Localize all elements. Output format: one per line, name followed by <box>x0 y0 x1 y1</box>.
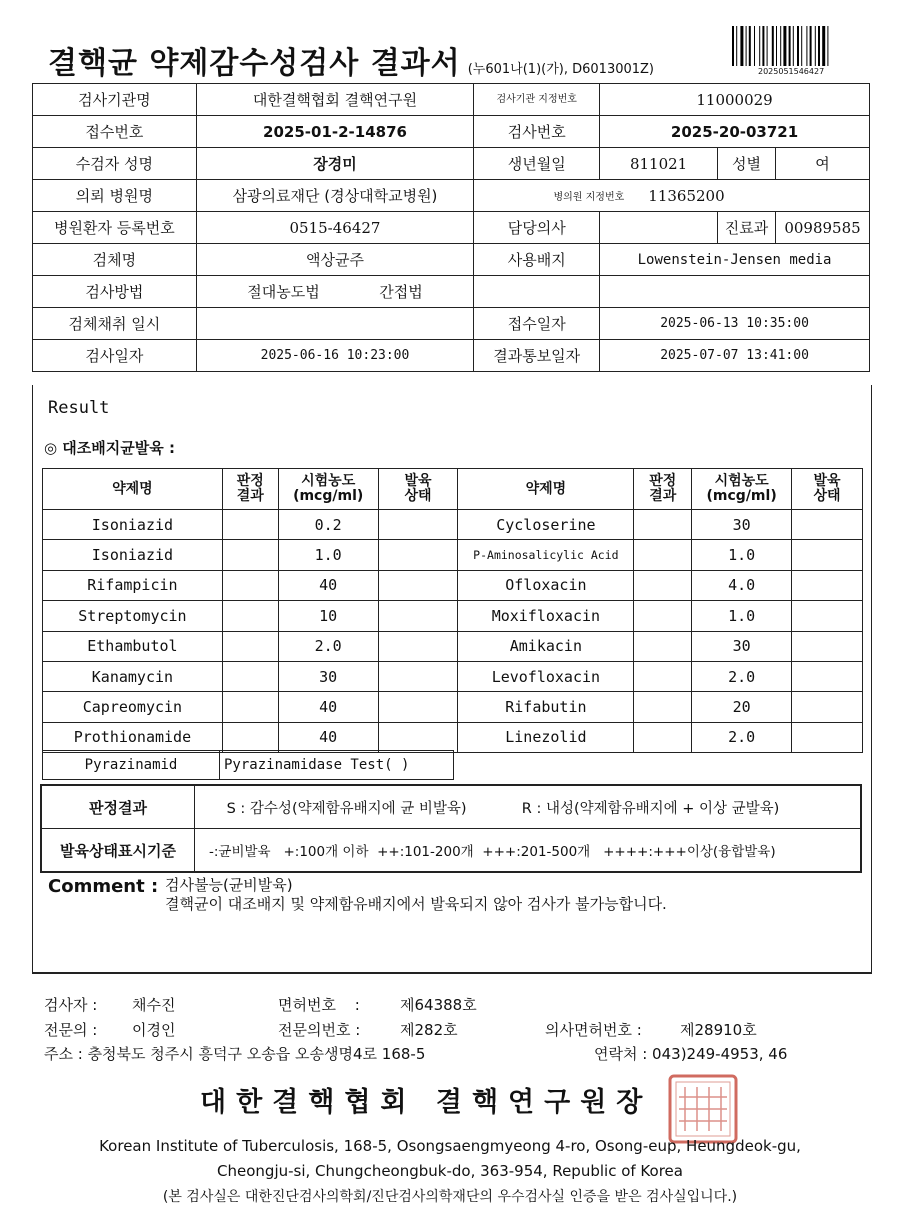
judge-result-right <box>634 631 692 661</box>
drug-name-left: Capreomycin <box>43 692 223 722</box>
comment-label: Comment : <box>48 876 159 897</box>
sex-label: 성별 <box>718 148 776 180</box>
address-english-line-2: Cheongju-si, Chungcheongbuk-do, 363-954, Republic of Korea <box>217 1162 683 1180</box>
comment-line-2: 결핵균이 대조배지 및 약제함유배지에서 발육되지 않아 검사가 불가능합니다. <box>165 895 667 913</box>
growth-criteria-label: 발육상태표시기준 <box>41 829 195 873</box>
license-number: 제64388호 <box>400 996 477 1014</box>
method-indirect: 간접법 <box>379 283 423 301</box>
growth-status-left <box>378 692 458 722</box>
growth-status-left <box>378 510 458 540</box>
judge-result-left <box>222 661 278 691</box>
contact: 연락처 : 043)249-4953, 46 <box>594 1045 788 1063</box>
specialist-no-label: 전문의번호 : <box>278 1021 361 1039</box>
concentration-left: 2.0 <box>278 631 378 661</box>
concentration-right: 2.0 <box>692 661 792 691</box>
table-row <box>43 510 863 540</box>
drug-name-left: Streptomycin <box>43 601 223 631</box>
specialist-label: 전문의 : <box>44 1021 98 1039</box>
judge-result-right <box>634 692 692 722</box>
lab-name-label: 검사기관명 <box>33 84 197 116</box>
concentration-left: 40 <box>278 570 378 600</box>
judge-result-left <box>222 601 278 631</box>
document-header <box>48 38 654 82</box>
specialist-name: 이경인 <box>132 1021 176 1039</box>
drug-name-right: Linezolid <box>458 722 634 752</box>
growth-status-right <box>792 631 863 661</box>
barcode-number: 2025051546427 <box>758 67 825 76</box>
specimen-value: 액상균주 <box>196 244 474 276</box>
table-row <box>43 692 863 722</box>
doctor-license-number: 제28910호 <box>680 1021 757 1039</box>
pyrazinamide-table <box>42 750 454 780</box>
barcode-icon <box>732 26 856 66</box>
drug-name-right: Amikacin <box>458 631 634 661</box>
judge-result-right <box>634 510 692 540</box>
test-no-label: 검사번호 <box>474 116 600 148</box>
received-label: 접수일자 <box>474 308 600 340</box>
drug-name-left: Isoniazid <box>43 510 223 540</box>
test-no-value: 2025-20-03721 <box>600 116 870 148</box>
dob-label: 생년월일 <box>474 148 600 180</box>
header-growth-right: 발육 상태 <box>792 469 863 510</box>
receipt-no-label: 접수번호 <box>33 116 197 148</box>
drug-name-left: Ethambutol <box>43 631 223 661</box>
address-english-line-1: Korean Institute of Tuberculosis, 168-5, Osongsaengmyeong 4-ro, Osong-eup, Heungdeok-gu, <box>99 1137 801 1155</box>
growth-status-left <box>378 661 458 691</box>
header-growth: 발육 상태 <box>378 469 458 510</box>
growth-status-right <box>792 510 863 540</box>
patient-reg-value: 0515-46427 <box>196 212 474 244</box>
judge-result-left <box>222 631 278 661</box>
growth-status-right <box>792 722 863 752</box>
growth-status-right <box>792 692 863 722</box>
table-row <box>43 601 863 631</box>
doctor-label: 담당의사 <box>474 212 600 244</box>
judge-criteria-label: 판정결과 <box>41 785 195 829</box>
judge-result-left <box>222 510 278 540</box>
header-conc: 시험농도 (mcg/ml) <box>278 469 378 510</box>
judge-result-left <box>222 692 278 722</box>
organization-name: 대한결핵협회 결핵연구원장 <box>200 1087 653 1118</box>
concentration-right: 1.0 <box>692 601 792 631</box>
certification-note: (본 검사실은 대한진단검사의학회/진단검사의학재단의 우수검사실 인증을 받은 검사실입니다.) <box>162 1189 738 1205</box>
result-heading: Result <box>48 398 110 418</box>
document-code: (누601나(1)(가), D6013001Z) <box>467 62 655 77</box>
growth-status-right <box>792 570 863 600</box>
method-absolute: 절대농도법 <box>247 283 320 301</box>
sex-value: 여 <box>775 148 869 180</box>
method-value <box>196 276 474 308</box>
drug-name-right: P-Aminosalicylic Acid <box>458 540 634 570</box>
growth-status-right <box>792 661 863 691</box>
drug-name-left: Prothionamide <box>43 722 223 752</box>
pyrazinamidase-test: Pyrazinamidase Test( ) <box>220 751 454 780</box>
growth-criteria-text: -:균비발육 +:100개 이하 ++:101-200개 +++:201-500개 ++++:+++이상(융합발육) <box>195 829 862 873</box>
report-date-value: 2025-07-07 13:41:00 <box>600 340 870 372</box>
patient-reg-label: 병원환자 등록번호 <box>33 212 197 244</box>
header-drug-right: 약제명 <box>458 469 634 510</box>
concentration-left: 40 <box>278 692 378 722</box>
dept-value: 00989585 <box>775 212 869 244</box>
concentration-right: 1.0 <box>692 540 792 570</box>
patient-name-value: 장경미 <box>196 148 474 180</box>
drug-name-left: Rifampicin <box>43 570 223 600</box>
receipt-no-value: 2025-01-2-14876 <box>196 116 474 148</box>
patient-info-table <box>32 83 870 372</box>
medium-label: 사용배지 <box>474 244 600 276</box>
growth-status-left <box>378 540 458 570</box>
concentration-right: 2.0 <box>692 722 792 752</box>
table-row <box>43 661 863 691</box>
table-row <box>43 540 863 570</box>
control-growth-label: ◎ 대조배지균발육 : <box>44 439 175 457</box>
drug-name-right: Levofloxacin <box>458 661 634 691</box>
legend-table <box>40 784 862 873</box>
medium-value: Lowenstein-Jensen media <box>600 244 870 276</box>
concentration-left: 30 <box>278 661 378 691</box>
drug-name-right: Moxifloxacin <box>458 601 634 631</box>
hospital-code-value: 11365200 <box>648 186 725 205</box>
concentration-left: 40 <box>278 722 378 752</box>
table-row <box>43 570 863 600</box>
concentration-left: 1.0 <box>278 540 378 570</box>
concentration-right: 30 <box>692 510 792 540</box>
judge-result-right <box>634 570 692 600</box>
judge-result-right <box>634 722 692 752</box>
judge-result-right <box>634 540 692 570</box>
collect-value <box>196 308 474 340</box>
growth-status-left <box>378 631 458 661</box>
test-date-label: 검사일자 <box>33 340 197 372</box>
header-conc-right: 시험농도 (mcg/ml) <box>692 469 792 510</box>
tester-name: 채수진 <box>132 996 176 1014</box>
drug-results-table <box>42 468 863 753</box>
judge-result-left <box>222 540 278 570</box>
growth-status-left <box>378 570 458 600</box>
growth-status-left <box>378 601 458 631</box>
susceptible-definition: S : 감수성(약제함유배지에 균 비발육) <box>226 800 467 817</box>
document-title: 결핵균 약제감수성검사 결과서 <box>48 46 461 81</box>
table-row <box>43 722 863 752</box>
concentration-right: 4.0 <box>692 570 792 600</box>
judge-result-right <box>634 601 692 631</box>
drug-name-right: Cycloserine <box>458 510 634 540</box>
judge-result-left <box>222 570 278 600</box>
drug-name-right: Rifabutin <box>458 692 634 722</box>
resistant-definition: R : 내성(약제함유배지에 + 이상 균발육) <box>521 800 780 817</box>
patient-name-label: 수검자 성명 <box>33 148 197 180</box>
test-date-value: 2025-06-16 10:23:00 <box>196 340 474 372</box>
growth-status-left <box>378 722 458 752</box>
table-row <box>43 631 863 661</box>
received-value: 2025-06-13 10:35:00 <box>600 308 870 340</box>
drug-name-right: Ofloxacin <box>458 570 634 600</box>
drug-table-header <box>43 469 863 510</box>
concentration-left: 10 <box>278 601 378 631</box>
tester-label: 검사자 : <box>44 996 98 1014</box>
hospital-label: 의뢰 병원명 <box>33 180 197 212</box>
pyrazinamide-label: Pyrazinamid <box>43 751 220 780</box>
official-seal-icon <box>667 1073 739 1145</box>
header-drug: 약제명 <box>43 469 223 510</box>
specimen-label: 검체명 <box>33 244 197 276</box>
method-label: 검사방법 <box>33 276 197 308</box>
lab-name-value: 대한결핵협회 결핵연구원 <box>196 84 474 116</box>
hospital-value: 삼광의료재단 (경상대학교병원) <box>196 180 474 212</box>
header-judge: 판정 결과 <box>222 469 278 510</box>
dept-label: 진료과 <box>718 212 776 244</box>
license-label: 면허번호 : <box>278 996 360 1014</box>
lab-code-value: 11000029 <box>600 84 870 116</box>
collect-label: 검체채취 일시 <box>33 308 197 340</box>
judge-result-left <box>222 722 278 752</box>
doctor-license-label: 의사면허번호 : <box>545 1021 642 1039</box>
lab-code-label: 검사기관 지정번호 <box>474 84 600 116</box>
concentration-right: 20 <box>692 692 792 722</box>
doctor-value <box>600 212 718 244</box>
address: 주소 : 충청북도 청주시 흥덕구 오송읍 오송생명4로 168-5 <box>44 1045 426 1063</box>
specialist-number: 제282호 <box>400 1021 458 1039</box>
growth-status-right <box>792 540 863 570</box>
report-date-label: 결과통보일자 <box>474 340 600 372</box>
growth-status-right <box>792 601 863 631</box>
dob-value: 811021 <box>600 148 718 180</box>
drug-name-left: Isoniazid <box>43 540 223 570</box>
concentration-right: 30 <box>692 631 792 661</box>
drug-name-left: Kanamycin <box>43 661 223 691</box>
header-judge-right: 판정 결과 <box>634 469 692 510</box>
judge-result-right <box>634 661 692 691</box>
concentration-left: 0.2 <box>278 510 378 540</box>
hospital-code-label: 병의원 지정번호 <box>553 192 625 203</box>
comment-line-1: 검사불능(균비발육) <box>165 876 293 894</box>
